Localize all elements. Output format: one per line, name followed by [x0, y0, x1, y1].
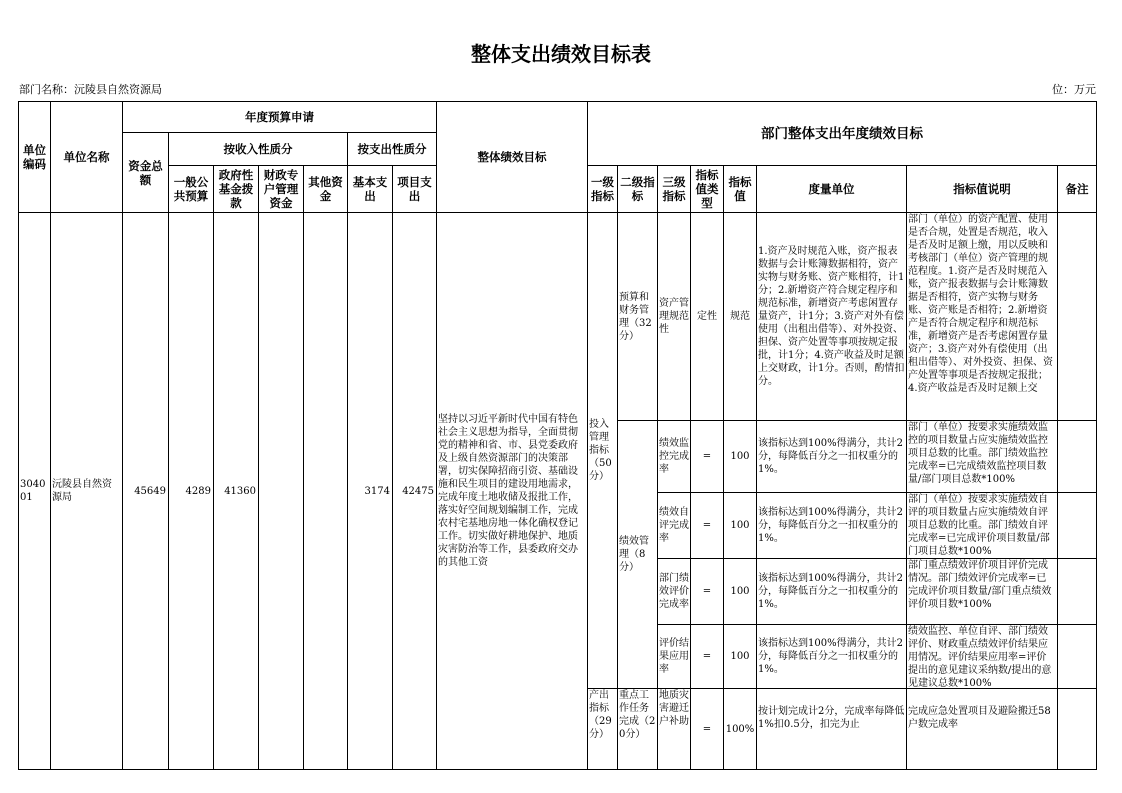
indicator-value: 100 — [724, 559, 757, 625]
header-dept-targets: 部门整体支出年度绩效目标 — [588, 102, 1097, 166]
header-basic-expense: 基本支出 — [348, 166, 393, 213]
indicator-type: = — [691, 625, 724, 689]
indicator-value: 100 — [724, 421, 757, 493]
indicator-desc: 部门（单位）的资产配置、使用是否合规，处置是否规范，收入是否及时足额上缴，用以反映和考核部门（单位）资产管理的规范程度。1.资产是否及时规范入账，资产报表数据与会计账簿数据是否相符，资产实物与财务账、资产账是否相符；2.新增资产是否符合规定程序和规范标准，新增资产是否考虑闲置存量资产；3.资产对外有偿使用（出租出借等）、对外投资、担保、资产处置等事项是否按规定报批；4.资产收益是否及时足额上交 — [908, 214, 1053, 394]
unit-name-cell: 沅陵县自然资源局 — [51, 213, 123, 770]
indicator-type: = — [691, 493, 724, 559]
header-overall-goal: 整体绩效目标 — [437, 102, 588, 213]
page-title: 整体支出绩效目标表 — [471, 42, 651, 66]
indicator-name: 评价结果应用率 — [658, 625, 691, 689]
indicator-value: 规范 — [724, 213, 757, 421]
basic-expense-cell: 3174 — [348, 213, 393, 770]
indicator-measure: 该指标达到100%得满分，共计2分，每降低百分之一扣权重分的1%。 — [757, 625, 907, 689]
header-value: 指标值 — [724, 166, 757, 213]
header-other-funds: 其他资金 — [304, 166, 348, 213]
indicator-remark — [1058, 213, 1097, 421]
header-project-expense: 项目支出 — [393, 166, 437, 213]
currency-unit: 位：万元 — [1052, 83, 1096, 96]
header-level2: 二级指标 — [618, 166, 658, 213]
header-total-funds: 资金总额 — [123, 133, 169, 213]
overall-goal-cell: 坚持以习近平新时代中国有特色社会主义思想为指导，全面贯彻党的精神和省、市、县党委政府及上级自然资源部门的决策部署，切实保障招商引资、基础设施和民生项目的建设用地需求，完成年度土地收储及报批工作，落实好空间规划编制工作，完成农村宅基地房地一体化确权登记工作。切实做好耕地保护、地质灾害防治等工作，县委政府交办的其他工资 — [437, 213, 588, 770]
indicator-type: = — [691, 559, 724, 625]
indicator-measure: 该指标达到100%得满分，共计2分，每降低百分之一扣权重分的1%。 — [757, 493, 907, 559]
gov-fund-cell: 41360 — [214, 213, 259, 770]
indicator-name: 资产管理规范性 — [658, 213, 691, 421]
indicator-value: 100% — [724, 689, 757, 770]
indicator-name: 部门绩效评价完成率 — [658, 559, 691, 625]
indicator-remark — [1058, 421, 1097, 493]
header-level3: 三级指标 — [658, 166, 691, 213]
indicator-value: 100 — [724, 493, 757, 559]
indicator-remark — [1058, 559, 1097, 625]
indicator-measure: 按计划完成计2分，完成率每降低1%扣0.5分，扣完为止 — [758, 706, 905, 730]
indicator-desc: 部门重点绩效评价项目评价完成情况。部门绩效评价完成率=已完成评价项目数量/部门重点绩效评价项目数*100% — [908, 560, 1052, 610]
general-budget-cell: 4289 — [169, 213, 214, 770]
total-funds-cell: 45649 — [123, 213, 169, 770]
header-measure-unit: 度量单位 — [757, 166, 907, 213]
indicator-desc: 部门（单位）按要求实施绩效自评的项目数量占应实施绩效自评项目总数的比重。部门绩效自评完成率=已完成评价项目数量/部门项目总数*100% — [908, 494, 1050, 557]
indicator-measure: 该指标达到100%得满分，共计2分，每降低百分之一扣权重分的1%。 — [757, 559, 907, 625]
header-remarks: 备注 — [1058, 166, 1097, 213]
level1-output-cell: 产出指标（29分） — [589, 690, 612, 740]
header-level1: 一级指标 — [588, 166, 618, 213]
indicator-remark — [1058, 493, 1097, 559]
indicator-type: = — [691, 421, 724, 493]
header-value-desc: 指标值说明 — [907, 166, 1058, 213]
performance-table — [18, 101, 1097, 770]
header-general-budget: 一般公共预算 — [169, 166, 214, 213]
level2-budget-cell: 预算和财务管理（32分） — [618, 213, 658, 421]
level2-perf-cell: 绩效管理（8分） — [618, 421, 658, 689]
indicator-type: 定性 — [691, 213, 724, 421]
indicator-desc: 绩效监控、单位自评、部门绩效评价、财政重点绩效评价结果应用情况。评价结果应用率=评价提出的意见建议采纳数/提出的意见建议总数*100% — [908, 626, 1052, 688]
header-annual-budget: 年度预算申请 — [123, 102, 437, 133]
header-by-income: 按收入性质分 — [169, 133, 348, 166]
table-row — [19, 213, 1097, 421]
indicator-desc: 完成应急处置项目及避险搬迁58户数完成率 — [908, 706, 1051, 730]
header-unit-name: 单位名称 — [51, 102, 123, 213]
unit-code-cell: 304001 — [19, 213, 51, 770]
indicator-name: 绩效监控完成率 — [658, 421, 691, 493]
indicator-type: = — [691, 689, 724, 770]
header-unit-code: 单位编码 — [19, 102, 51, 213]
header-by-expense: 按支出性质分 — [348, 133, 437, 166]
indicator-name: 绩效自评完成率 — [658, 493, 691, 559]
indicator-remark — [1058, 689, 1097, 770]
indicator-name: 地质灾害避迁户补助 — [659, 690, 689, 727]
header-value-type: 指标值类型 — [691, 166, 724, 213]
indicator-remark — [1058, 625, 1097, 689]
other-funds-cell — [304, 213, 348, 770]
level2-key-cell: 重点工作任务完成（20分） — [619, 690, 656, 740]
indicator-measure: 该指标达到100%得满分，共计2分，每降低百分之一扣权重分的1%。 — [757, 421, 907, 493]
project-expense-cell: 42475 — [393, 213, 437, 770]
header-gov-fund: 政府性基金拨款 — [214, 166, 259, 213]
indicator-desc: 部门（单位）按要求实施绩效监控的项目数量占应实施绩效监控项目总数的比重。部门绩效监控完成率=已完成绩效监控项目数量/部门项目总数*100% — [908, 422, 1048, 485]
department-name: 部门名称：沅陵县自然资源局 — [19, 83, 162, 96]
special-fund-cell — [259, 213, 304, 770]
level1-input-cell: 投入管理指标（50分） — [588, 213, 618, 689]
header-special-fund: 财政专户管理资金 — [259, 166, 304, 213]
indicator-value: 100 — [724, 625, 757, 689]
indicator-measure: 1.资产及时规范入账，资产报表数据与会计账簿数据相符，资产实物与财务账、资产账相符，计1分；2.新增资产符合规定程序和规范标准，新增资产考虑闲置存量资产，计1分；3.资产对外有偿使用（出租出借等）、对外投资、担保、资产处置等事项按规定报批，计1分；4.资产收益及时足额上交财政，计1分。否则，酌情扣分。 — [757, 213, 907, 421]
